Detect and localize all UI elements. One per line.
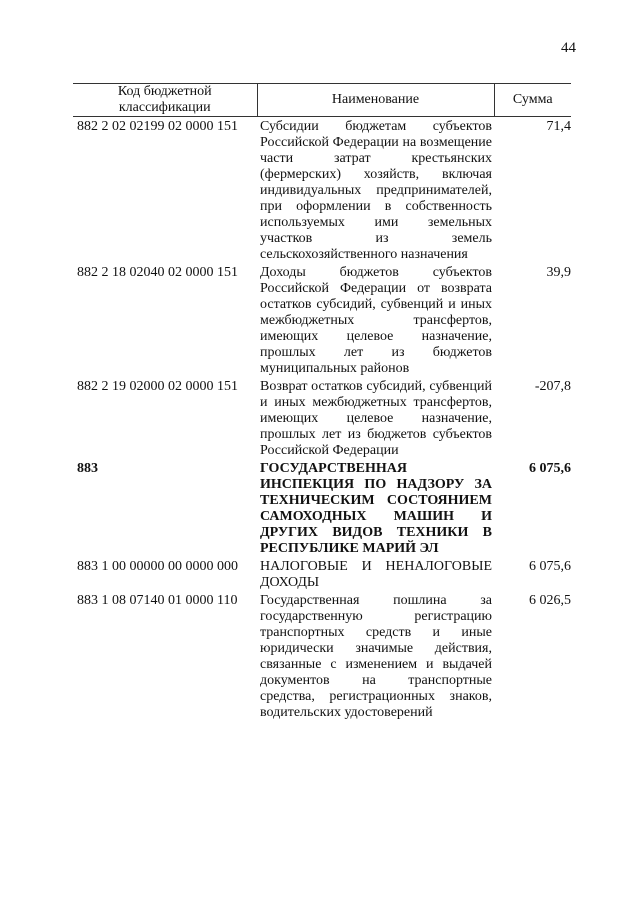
row-sum: 6 026,5: [529, 593, 571, 608]
row-sum: 6 075,6: [529, 461, 571, 476]
row-code: 883 1 00 00000 00 0000 000: [77, 559, 238, 574]
row-sum: -207,8: [534, 379, 571, 394]
table-row: [73, 377, 571, 459]
row-sum: 6 075,6: [529, 559, 571, 574]
row-name: Доходы бюджетов субъектов Российской Федерации от возврата остатков субсидий, субвенций и иных межбюджетных трансфертов, имеющих целевое назначение, прошлых лет из бюджетов муниципальных районов: [260, 265, 492, 376]
table-row: [73, 557, 571, 591]
table-row: [73, 591, 571, 721]
row-name: Субсидии бюджетам субъектов Российской Федерации на возмещение части затрат крестьянских (фермерских) хозяйств, включая индивидуальных предпринимателей, при оформлении в собственность используемых ими земельных участков из земель сельскохозяйственного назначения: [260, 119, 492, 262]
table-header-row: [73, 84, 571, 117]
header-name: Наименование: [257, 84, 494, 117]
row-code: 882 2 02 02199 02 0000 151: [77, 119, 238, 134]
table-row: [73, 117, 571, 264]
row-sum: 39,9: [546, 265, 571, 280]
row-name: Возврат остатков субсидий, субвенций и иных межбюджетных трансфертов, имеющих целевое назначение, прошлых лет из бюджетов субъектов Российской Федерации: [260, 379, 492, 458]
table-row: [73, 263, 571, 377]
row-code: 883: [77, 461, 98, 476]
row-code: 882 2 18 02040 02 0000 151: [77, 265, 238, 280]
row-name: ГОСУДАРСТВЕННАЯ ИНСПЕКЦИЯ ПО НАДЗОРУ ЗА ТЕХНИЧЕСКИМ СОСТОЯНИЕМ САМОХОДНЫХ МАШИН И ДРУГИХ ВИДОВ ТЕХНИКИ В РЕСПУБЛИКЕ МАРИЙ ЭЛ: [260, 461, 492, 556]
row-code: 883 1 08 07140 01 0000 110: [77, 593, 238, 608]
budget-table: [73, 83, 571, 721]
page-number: 44: [561, 40, 576, 56]
row-sum: 71,4: [546, 119, 571, 134]
row-name: Государственная пошлина за государственную регистрацию транспортных средств и иные юридически значимые действия, связанные с изменением и выдачей документов на транспортные средства, регистрационных знаков, водительских удостоверений: [260, 593, 492, 720]
table-row-section-header: [73, 459, 571, 557]
row-name: НАЛОГОВЫЕ И НЕНАЛОГОВЫЕ ДОХОДЫ: [260, 559, 492, 590]
row-code: 882 2 19 02000 02 0000 151: [77, 379, 238, 394]
header-sum: Сумма: [494, 84, 571, 117]
header-code: Код бюджетной классификации: [73, 84, 257, 117]
